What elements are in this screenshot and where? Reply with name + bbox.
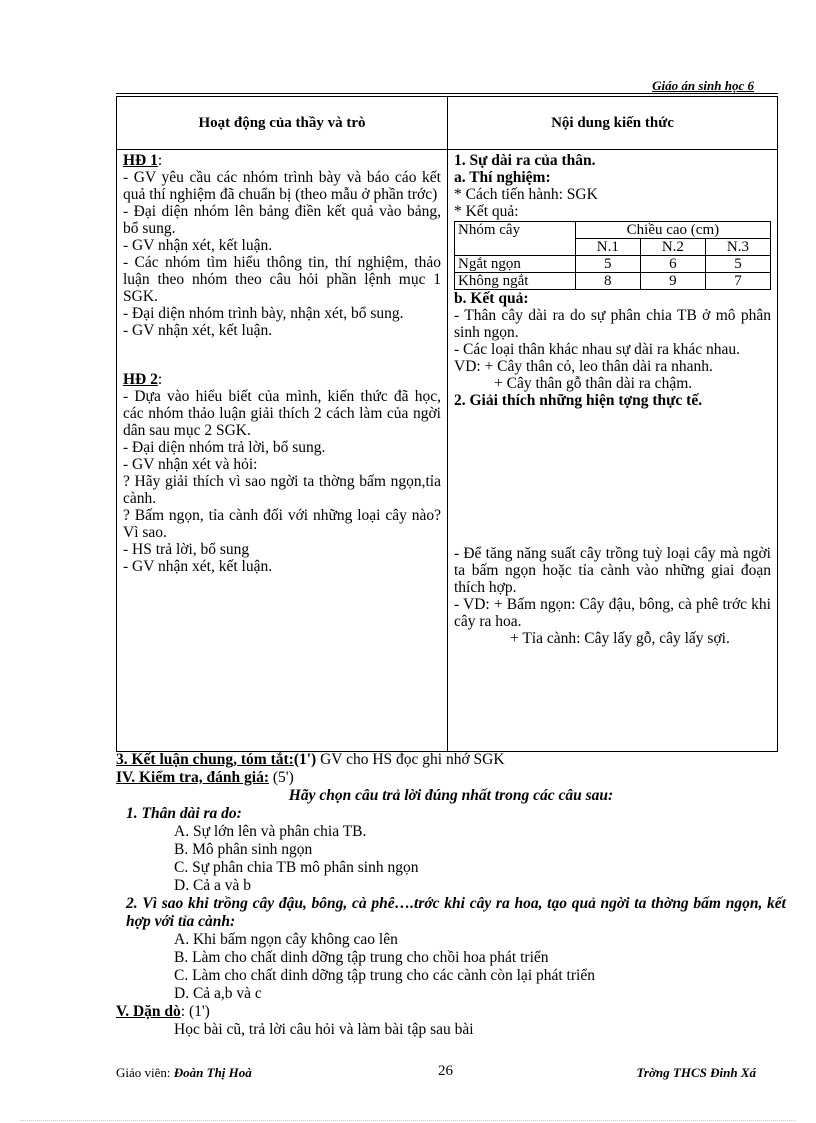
header-rule [116,93,778,94]
hd2-line: ? Hãy giải thích vì sao ngời ta thờng bấm ngọn,tỉa cành. [123,473,441,507]
explain-line: - Để tăng năng suất cây trồng tuỳ loại cây mà ngời ta bấm ngọn hoặc tỉa cành vào những giai đoạn thích hợp. [454,545,771,596]
teacher-info [116,1065,252,1081]
result-line: - Thân cây dài ra do sự phân chia TB ở mô phân sinh ngọn. [454,307,771,341]
hd1-line: - GV yêu cầu các nhóm trình bày và báo cáo kết quả thí nghiệm đã chuẩn bị (theo mẫu ở phần trớc) [123,169,441,203]
question-1: 1. Thân dài ra do: [126,805,242,822]
teacher-label: Giáo viên: [116,1065,171,1080]
school-name: Trờng THCS Đinh Xá [636,1065,756,1080]
q1-option: D. Cả a và b [174,877,252,894]
page-number: 26 [438,1063,453,1079]
hd1-line: - Đại diện nhóm trình bày, nhận xét, bổ sung. [123,305,404,322]
hd1-line: - GV nhận xét, kết luận. [123,237,273,254]
col-header: N.3 [705,239,770,256]
row-label: Ngắt ngọn [455,256,576,273]
hd2-line: - GV nhận xét, kết luận. [123,558,273,575]
question-2: 2. Vì sao khi trồng cây đậu, bông, cà phê….trớc khi cây ra hoa, tạo quả ngời ta thờng bấm ngọn, kết hợp với tỉa cành: [126,895,786,930]
result-line: + Cây thân gỗ thân dài ra chậm. [494,375,693,392]
hd2-line: - GV nhận xét và hỏi: [123,456,258,473]
cell-value: 8 [575,273,640,290]
hd2-line: - HS trả lời, bổ sung [123,541,250,558]
hd1-line: - Đại diện nhóm lên bảng điền kết quả vào bảng, bổ sung. [123,203,441,237]
conclusion-text: GV cho HS đọc ghi nhớ SGK [320,751,505,768]
result-line: VD: + Cây thân cỏ, leo thân dài ra nhanh. [454,358,713,375]
teacher-name: Đoàn Thị Hoà [173,1065,252,1080]
col-header: N.1 [575,239,640,256]
col-right-title: Nội dung kiến thức [448,97,778,150]
explain-line: + Tỉa cành: Cây lấy gỗ, cây lấy sợi. [510,630,730,647]
activities-cell: HĐ 1: - GV yêu cầu các nhóm trình bày và báo cáo kết quả thí nghiệm đã chuẩn bị (theo mẫu ở phần trớc) - Đại diện nhóm lên bảng điền kết quả vào bảng, bổ sung. - GV nhận xét, kết luận. - Các nhóm tìm hiểu thông tin, thí nghiệm, thảo luận theo nhóm theo câu hỏi phần lệnh mục 1 SGK. - Đại diện nhóm trình bày, nhận xét, bổ sung. - GV nhận xét, kết luận. HĐ 2: - Dựa vào hiểu biết của mình, kiến thức đã học, các nhóm thảo luận giải thích 2 cách làm của ngời dân sau mục 2 SGK. - Đại diện nhóm trả lời, bổ sung. - GV nhận xét và hỏi: ? Hãy giải thích vì sao ngời ta thờng bấm ngọn,tỉa cành. ? Bấm ngọn, tỉa cành đối với những loại cây nào? Vì sao. - HS trả lời, bổ sung - GV nhận xét, kết luận. [117,150,448,752]
homework-time: : (1') [180,1003,210,1020]
q2-option: C. Làm cho chất dinh dỡng tập trung cho các cành còn lại phát triển [174,967,595,984]
cell-value: 9 [640,273,705,290]
conclusion-time: (1') [293,751,321,768]
result-line: - Các loại thân khác nhau sự dài ra khác nhau. [454,341,741,358]
hd1-line: - Các nhóm tìm hiểu thông tin, thí nghiệm, thảo luận theo nhóm theo câu hỏi phần lệnh mục 1 SGK. [123,254,441,305]
q2-option: D. Cả a,b và c [174,985,262,1002]
hd1-title: HĐ 1 [123,152,158,169]
experiment-result-label: * Kết quả: [454,203,519,220]
hd2-title: HĐ 2 [123,371,158,388]
q2-option: B. Làm cho chất dinh dỡng tập trung cho chồi hoa phát triển [174,949,549,966]
cell-value: 5 [705,256,770,273]
lesson-continuation [116,751,786,1039]
cell-value: 5 [575,256,640,273]
q1-option: B. Mô phân sinh ngọn [174,841,313,858]
hd2-line: - Dựa vào hiểu biết của mình, kiến thức đã học, các nhóm thảo luận giải thích 2 cách làm của ngời dân sau mục 2 SGK. [123,388,441,439]
lesson-table [116,96,778,752]
experiment-method: * Cách tiến hành: SGK [454,186,598,203]
hd2-line: ? Bấm ngọn, tỉa cành đối với những loại cây nào? Vì sao. [123,507,441,541]
explain-line: - VD: + Bấm ngọn: Cây đậu, bông, cà phê trớc khi cây ra hoa. [454,596,771,630]
q2-option: A. Khi bấm ngọn cây không cao lên [174,931,398,948]
col-left-title: Hoạt động của thầy và trò [117,97,448,150]
page-bottom-rule [20,1120,796,1121]
homework-label: V. Dặn dò [116,1003,181,1020]
col-header: N.2 [640,239,705,256]
hd1-line: - GV nhận xét, kết luận. [123,322,273,339]
conclusion-label: 3. Kết luận chung, tóm tắt: [116,751,294,768]
quiz-instruction: Hãy chọn câu trả lời đúng nhất trong các câu sau: [288,787,614,804]
height-header: Chiều cao (cm) [575,222,770,239]
check-time: (5') [269,769,294,786]
q1-option: A. Sự lớn lên và phân chia TB. [174,823,367,840]
cell-value: 7 [705,273,770,290]
content-cell [448,150,778,752]
result-title: b. Kết quả: [454,290,529,307]
experiment-title: a. Thí nghiệm: [454,169,551,186]
section-1-title: 1. Sự dài ra của thân. [454,152,596,169]
check-label: IV. Kiểm tra, đánh giá: [116,769,270,786]
running-header: Giáo án sinh học 6 [652,78,754,93]
row-label: Không ngắt [455,273,576,290]
homework-text: Học bài cũ, trả lời câu hỏi và làm bài tập sau bài [174,1021,474,1038]
q1-option: C. Sự phân chia TB mô phân sinh ngọn [174,859,419,876]
section-2-title: 2. Giải thích những hiện tợng thực tế. [454,392,703,409]
cell-value: 6 [640,256,705,273]
group-header: Nhóm cây [455,222,576,256]
hd2-line: - Đại diện nhóm trả lời, bổ sung. [123,439,326,456]
result-table [454,221,771,290]
